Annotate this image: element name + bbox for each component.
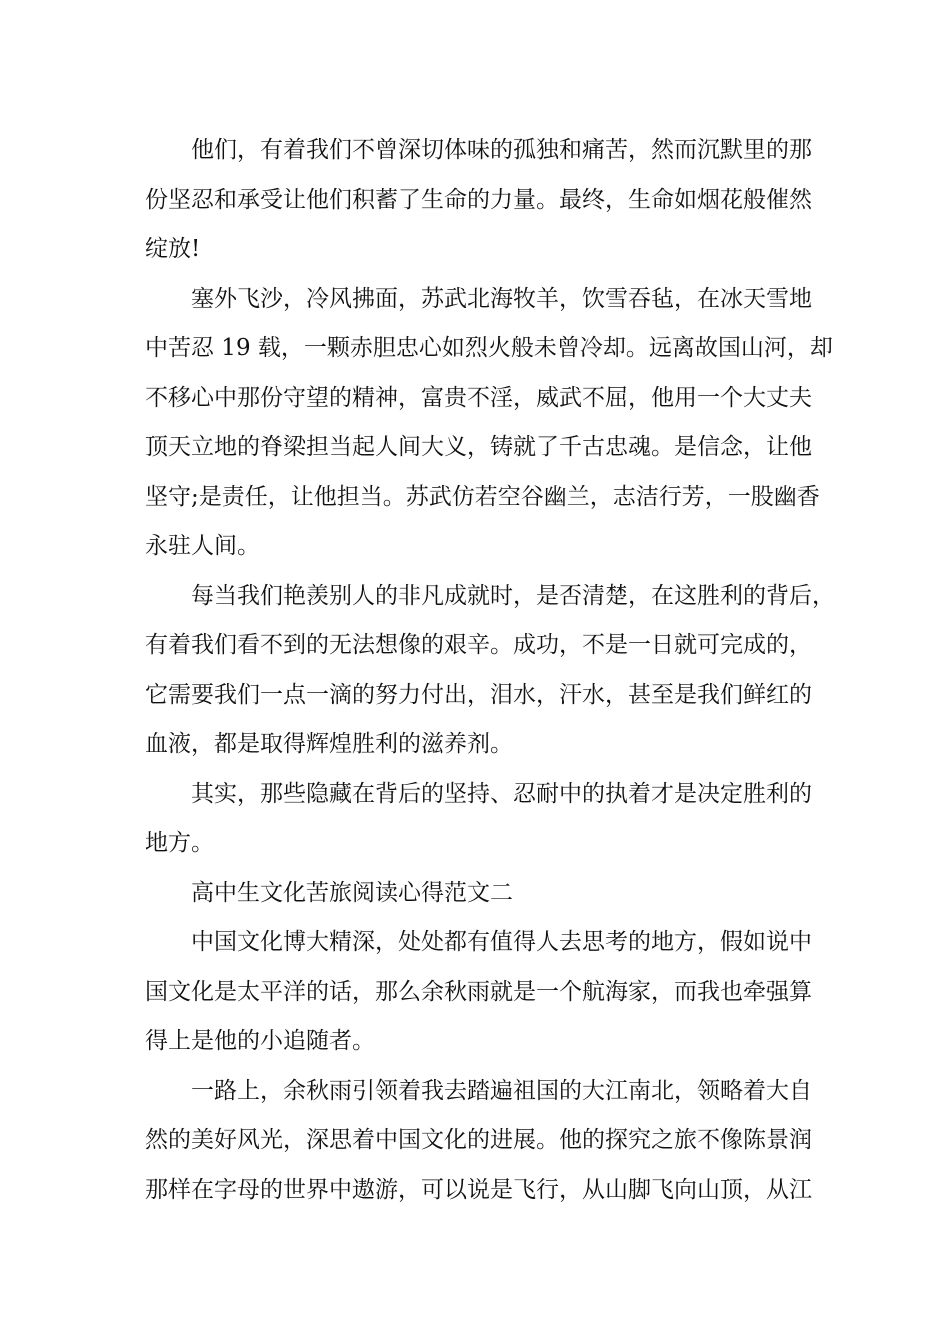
text-line: 顶天立地的脊梁担当起人间大义，铸就了千古忠魂。是信念，让他 (145, 434, 812, 460)
text-line: 有着我们看不到的无法想像的艰辛。成功，不是一日就可完成的， (145, 632, 812, 658)
text-line: 地方。 (145, 830, 214, 856)
text-line: 坚守;是责任，让他担当。苏武仿若空谷幽兰，志洁行芳，一股幽香 (145, 483, 820, 510)
text-line: 血液，都是取得辉煌胜利的滋养剂。 (145, 731, 513, 757)
document-body (145, 126, 835, 1215)
text-line: 塞外飞沙，冷风拂面，苏武北海牧羊，饮雪吞毡，在冰天雪地 (191, 285, 812, 312)
text-line: 国文化是太平洋的话，那么余秋雨就是一个航海家，而我也牵强算 (145, 978, 812, 1005)
text-line: 绽放! (145, 236, 201, 262)
text-line: 它需要我们一点一滴的努力付出，泪水，汗水，甚至是我们鲜红的 (145, 681, 812, 708)
paragraph-3 (145, 572, 835, 770)
paragraph-2 (145, 275, 833, 572)
paragraph-1 (145, 126, 810, 275)
paragraph-4 (145, 770, 810, 869)
paragraph-5 (145, 918, 810, 1067)
text-line: 中苦忍 19 载，一颗赤胆忠心如烈火般未曾冷却。远离故国山河，却 (145, 335, 833, 361)
text-line: 其实，那些隐藏在背后的坚持、忍耐中的执着才是决定胜利的 (191, 780, 812, 807)
text-line: 份坚忍和承受让他们积蓄了生命的力量。最终，生命如烟花般催然 (145, 186, 812, 213)
text-line: 每当我们艳羡别人的非凡成就时，是否清楚，在这胜利的背后， (191, 582, 835, 609)
text-line: 然的美好风光，深思着中国文化的进展。他的探究之旅不像陈景润 (145, 1127, 812, 1153)
section-heading: 高中生文化苦旅阅读心得范文二 (191, 879, 513, 906)
paragraph-6 (145, 1067, 810, 1216)
text-line: 一路上，余秋雨引领着我去踏遍祖国的大江南北，领略着大自 (191, 1077, 812, 1104)
text-line: 那样在字母的世界中遨游，可以说是飞行，从山脚飞向山顶，从江 (145, 1176, 812, 1203)
text-line: 永驻人间。 (145, 533, 260, 559)
text-line: 他们，有着我们不曾深切体味的孤独和痛苦，然而沉默里的那 (191, 137, 812, 163)
text-line: 得上是他的小追随者。 (145, 1028, 375, 1054)
text-line: 中国文化博大精深，处处都有值得人去思考的地方，假如说中 (191, 929, 812, 955)
text-line: 不移心中那份守望的精神，富贵不淫，威武不屈，他用一个大丈夫 (145, 384, 812, 411)
